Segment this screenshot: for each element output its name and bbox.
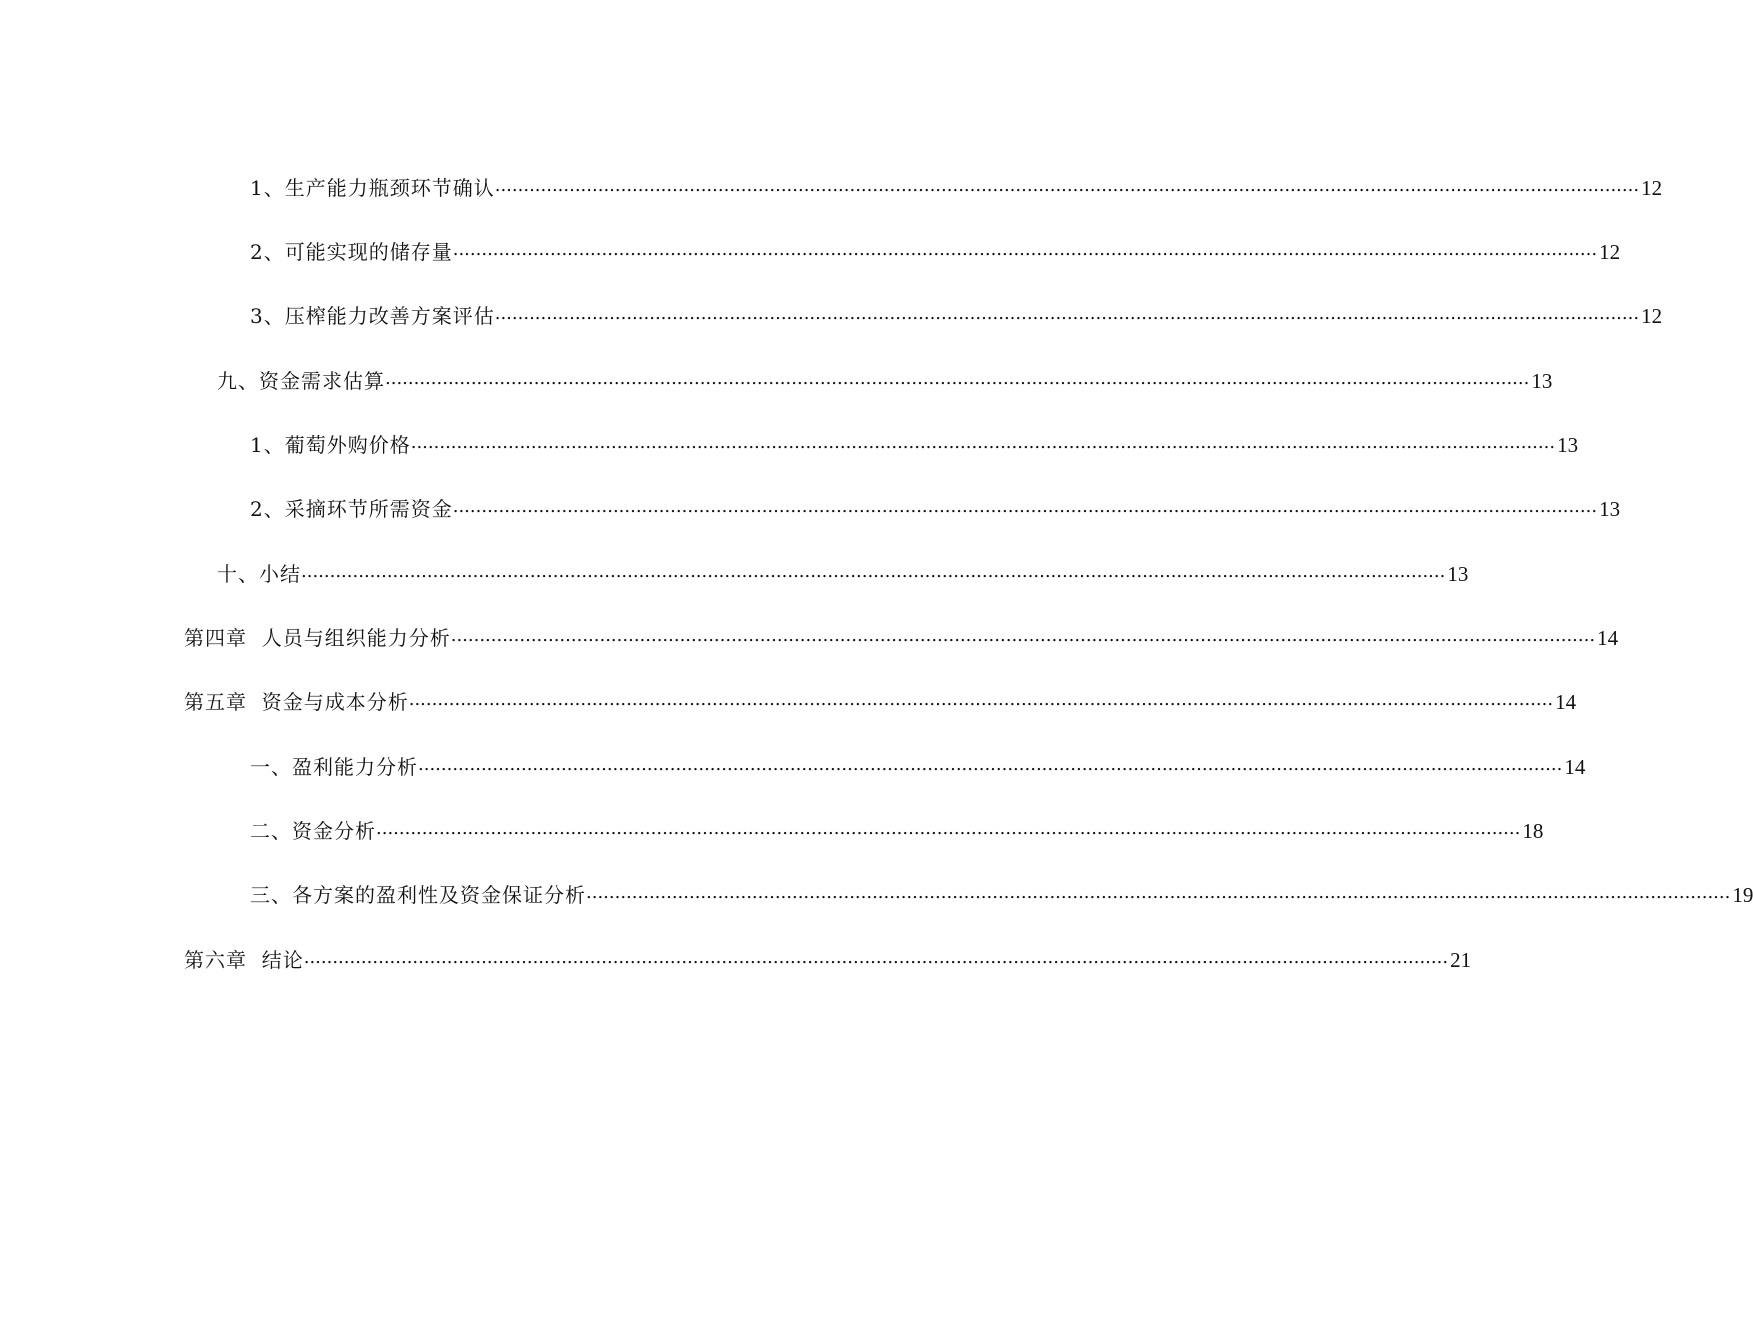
toc-page-number: 21 [1450, 948, 1472, 972]
toc-entry[interactable] [250, 170, 1663, 202]
toc-entry-title: 1、葡萄外购价格 [250, 433, 411, 457]
toc-dot-leader: ........................................................................................................................................................................................................ [410, 432, 1556, 453]
toc-page-number: 13 [1447, 562, 1469, 586]
toc-dot-leader: ........................................................................................................................................................................................................ [301, 561, 1446, 582]
toc-dot-leader: ........................................................................................................................................................................................................ [385, 368, 1530, 389]
toc-entry[interactable] [217, 363, 1553, 395]
toc-dot-leader: ........................................................................................................................................................................................................ [418, 754, 1563, 775]
toc-page-number: 12 [1641, 176, 1663, 200]
toc-dot-leader: ........................................................................................................................................................................................................ [450, 625, 1596, 646]
toc-entry[interactable] [184, 620, 1619, 652]
toc-dot-leader: ........................................................................................................................................................................................................ [452, 496, 1598, 517]
toc-entry-title: 十、小结 [217, 562, 301, 586]
toc-dot-leader: ........................................................................................................................................................................................................ [494, 175, 1640, 196]
toc-page-number: 14 [1555, 690, 1577, 714]
toc-entry-title: 第五章 资金与成本分析 [184, 690, 409, 714]
toc-page-number: 14 [1597, 626, 1619, 650]
toc-page-number: 14 [1564, 755, 1586, 779]
toc-entry-title: 九、资金需求估算 [217, 369, 385, 393]
toc-entry[interactable] [250, 234, 1621, 266]
toc-dot-leader: ........................................................................................................................................................................................................ [452, 239, 1598, 260]
toc-entry-title: 第四章 人员与组织能力分析 [184, 626, 451, 650]
toc-dot-leader: ........................................................................................................................................................................................................ [494, 303, 1640, 324]
toc-entry[interactable] [250, 427, 1579, 459]
toc-page-number: 19 [1732, 883, 1753, 907]
toc-dot-leader: ........................................................................................................................................................................................................ [376, 818, 1521, 839]
toc-dot-leader: ........................................................................................................................................................................................................ [303, 947, 1449, 968]
toc-entry[interactable] [250, 298, 1663, 330]
toc-entry-title: 三、各方案的盈利性及资金保证分析 [250, 883, 586, 907]
toc-entry-title: 2、可能实现的储存量 [250, 240, 453, 264]
toc-entry[interactable] [250, 877, 1753, 909]
toc-page-number: 12 [1599, 240, 1621, 264]
toc-entry[interactable] [250, 491, 1621, 523]
toc-page-number: 13 [1599, 497, 1621, 521]
toc-entry-title: 一、盈利能力分析 [250, 755, 418, 779]
toc-entry-title: 3、压榨能力改善方案评估 [250, 304, 495, 328]
toc-dot-leader: ........................................................................................................................................................................................................ [586, 882, 1731, 903]
toc-entry-title: 2、采摘环节所需资金 [250, 497, 453, 521]
toc-entry[interactable] [250, 749, 1586, 781]
toc-dot-leader: ........................................................................................................................................................................................................ [408, 689, 1554, 710]
toc-page-number: 13 [1531, 369, 1553, 393]
toc-entry[interactable] [250, 813, 1544, 845]
toc-page-number: 12 [1641, 304, 1663, 328]
toc-page-number: 18 [1522, 819, 1544, 843]
toc-entry-title: 1、生产能力瓶颈环节确认 [250, 176, 495, 200]
toc-page-number: 13 [1557, 433, 1579, 457]
toc-entry[interactable] [217, 556, 1469, 588]
toc-entry[interactable] [184, 942, 1472, 974]
toc-entry-title: 二、资金分析 [250, 819, 376, 843]
toc-entry-title: 第六章 结论 [184, 948, 304, 972]
toc-entry[interactable] [184, 684, 1577, 716]
